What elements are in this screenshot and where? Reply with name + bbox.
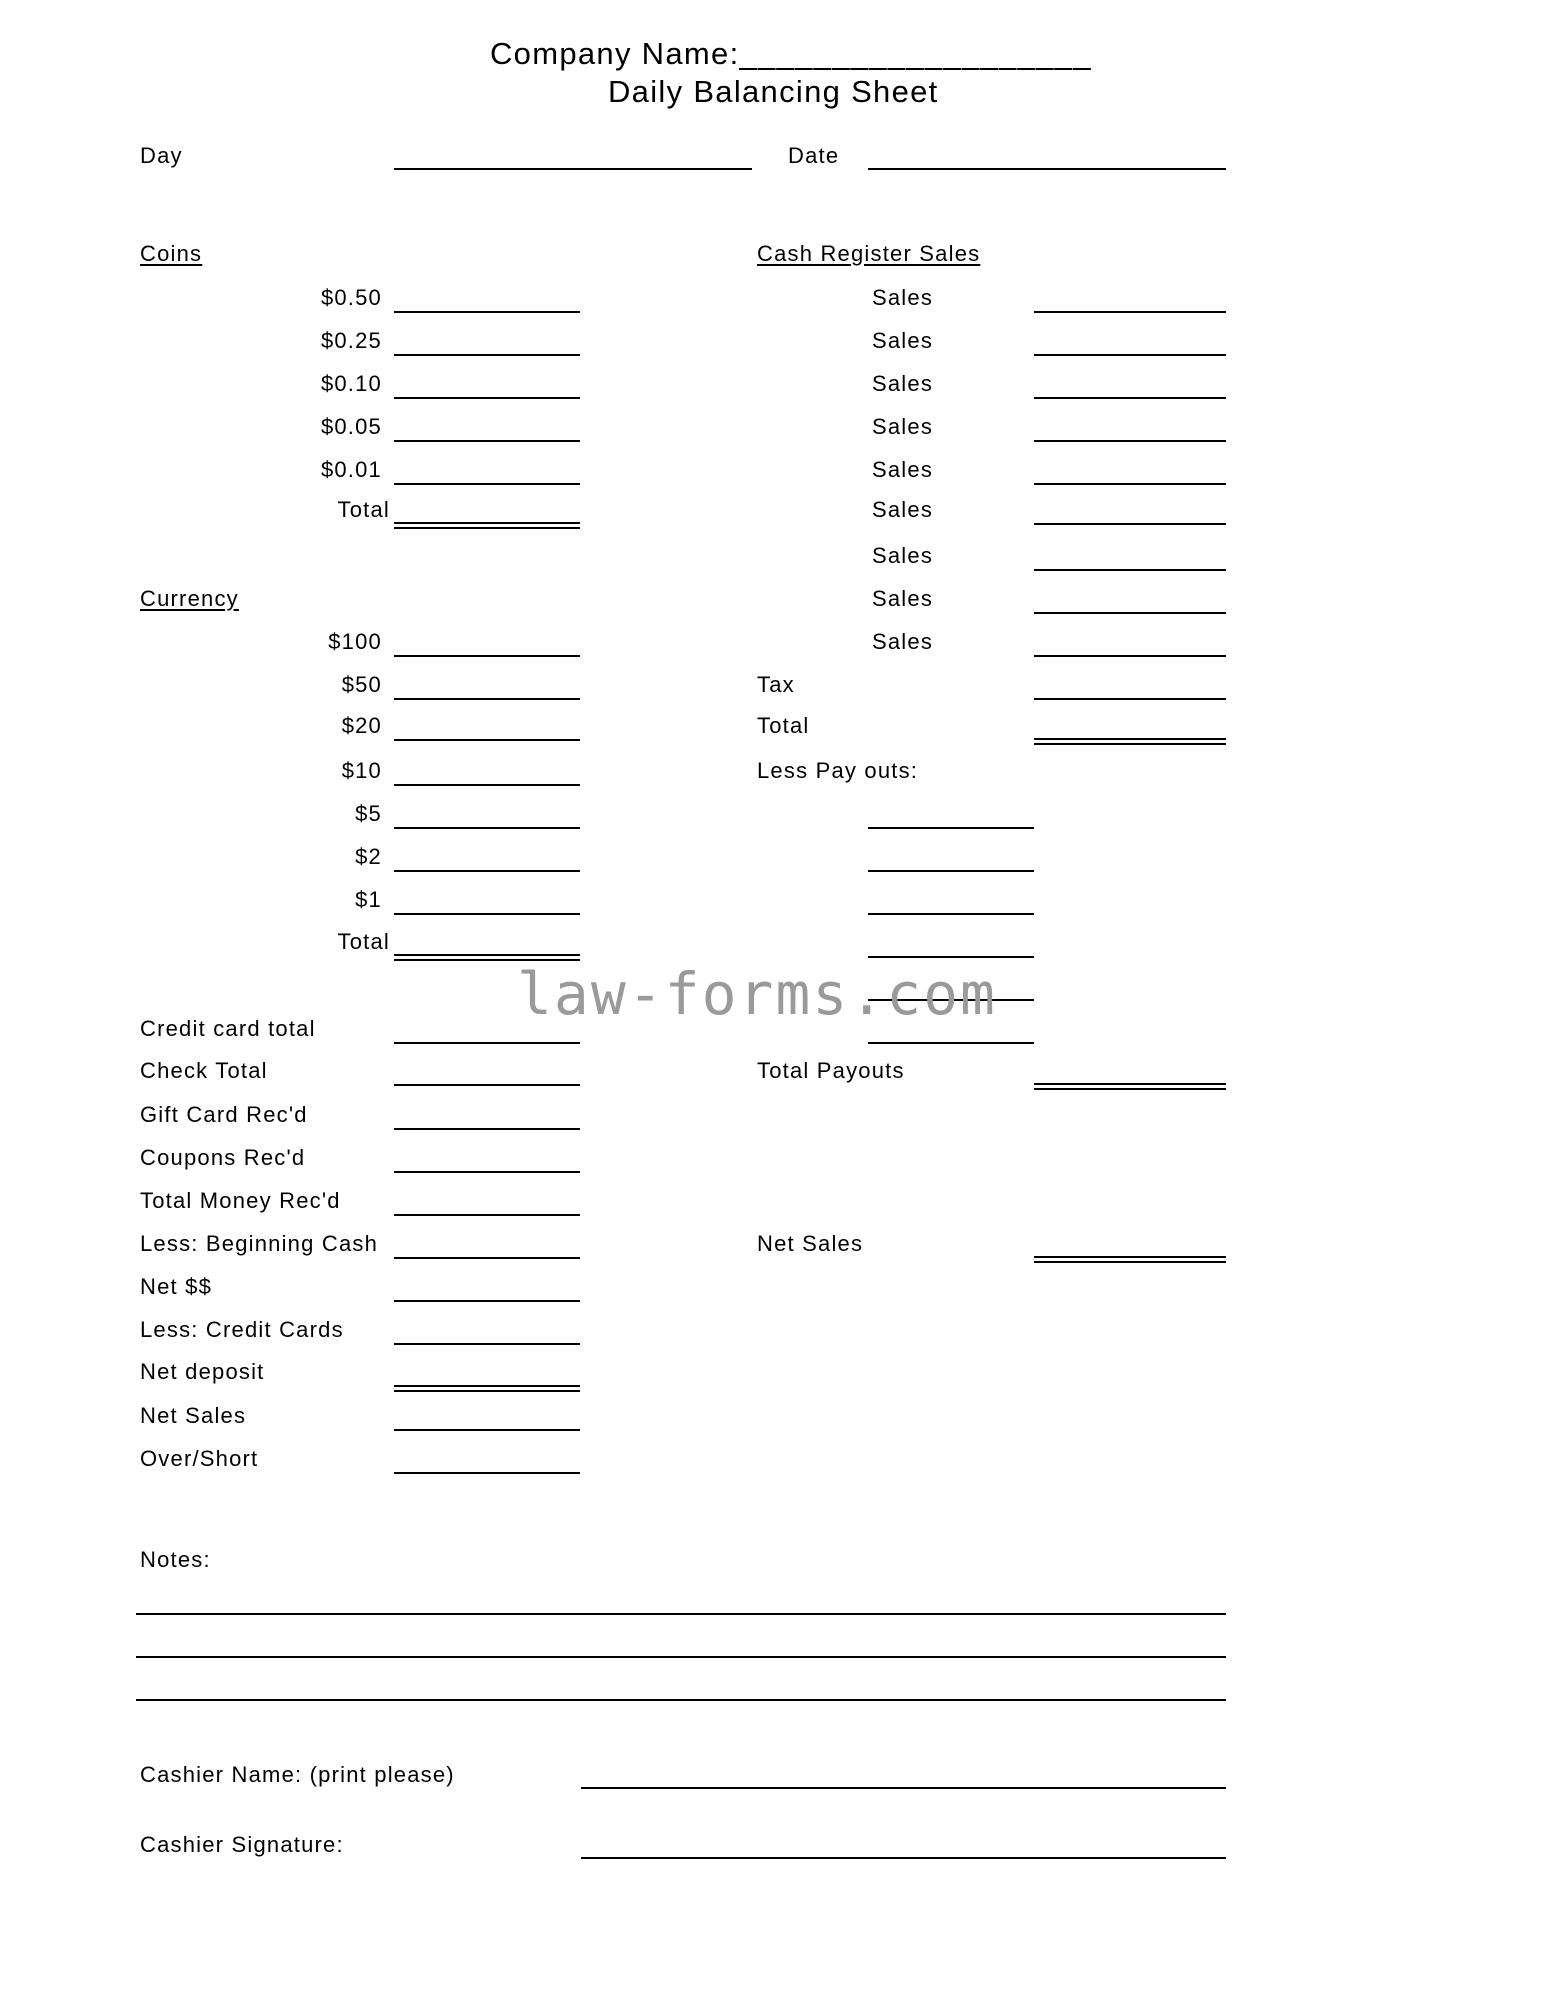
sales-label: Sales: [872, 543, 934, 568]
currency-denomination-label: $20: [341, 713, 382, 738]
register-heading: Cash Register Sales: [757, 241, 981, 266]
coin-denomination-label: $0.01: [320, 457, 382, 482]
date-field[interactable]: [868, 168, 1226, 170]
summary-amount-field[interactable]: [394, 1472, 580, 1474]
summary-label: Gift Card Rec'd: [140, 1102, 308, 1127]
payout-field[interactable]: [868, 1042, 1034, 1044]
summary-amount-field[interactable]: [394, 1128, 580, 1130]
summary-label: Less: Credit Cards: [140, 1317, 344, 1342]
coin-amount-field[interactable]: [394, 483, 580, 485]
sales-label: Sales: [872, 285, 934, 310]
payout-field[interactable]: [868, 913, 1034, 915]
register-net-sales-label: Net Sales: [757, 1231, 864, 1256]
day-field[interactable]: [394, 168, 752, 170]
watermark: law-forms.com: [517, 960, 997, 1028]
summary-label: Over/Short: [140, 1446, 259, 1471]
coin-amount-field[interactable]: [394, 397, 580, 399]
sales-amount-field[interactable]: [1034, 483, 1226, 485]
coin-amount-field[interactable]: [394, 440, 580, 442]
sales-label: Sales: [872, 629, 934, 654]
currency-amount-field[interactable]: [394, 698, 580, 700]
coin-denomination-label: $0.25: [320, 328, 382, 353]
less-payouts-label: Less Pay outs:: [757, 758, 919, 783]
coins-heading: Coins: [140, 241, 203, 266]
day-label: Day: [140, 143, 183, 168]
currency-total-label: Total: [337, 929, 390, 954]
notes-label: Notes:: [140, 1547, 211, 1572]
coin-amount-field[interactable]: [394, 311, 580, 313]
sales-label: Sales: [872, 371, 934, 396]
summary-label: Net deposit: [140, 1359, 265, 1384]
sheet-title: Daily Balancing Sheet: [608, 74, 939, 109]
cashier-name-field[interactable]: [581, 1787, 1226, 1789]
date-label: Date: [788, 143, 840, 168]
notes-line[interactable]: [136, 1656, 1226, 1658]
sales-label: Sales: [872, 414, 934, 439]
sales-amount-field[interactable]: [1034, 354, 1226, 356]
register-total-field[interactable]: [1034, 738, 1226, 745]
cashier-signature-field[interactable]: [581, 1857, 1226, 1859]
summary-label: Net $$: [140, 1274, 213, 1299]
cashier-name-label: Cashier Name: (print please): [140, 1762, 455, 1787]
summary-amount-field[interactable]: [394, 1257, 580, 1259]
sales-label: Sales: [872, 586, 934, 611]
sales-amount-field[interactable]: [1034, 655, 1226, 657]
currency-denomination-label: $50: [341, 672, 382, 697]
total-payouts-label: Total Payouts: [757, 1058, 905, 1083]
cashier-signature-label: Cashier Signature:: [140, 1832, 344, 1857]
sales-label: Sales: [872, 457, 934, 482]
summary-amount-field[interactable]: [394, 1214, 580, 1216]
summary-label: Less: Beginning Cash: [140, 1231, 379, 1256]
sales-amount-field[interactable]: [1034, 569, 1226, 571]
currency-denomination-label: $100: [328, 629, 382, 654]
currency-amount-field[interactable]: [394, 913, 580, 915]
notes-line[interactable]: [136, 1699, 1226, 1701]
summary-amount-field[interactable]: [394, 1042, 580, 1044]
sales-amount-field[interactable]: [1034, 440, 1226, 442]
summary-amount-field[interactable]: [394, 1171, 580, 1173]
notes-line[interactable]: [136, 1613, 1226, 1615]
summary-amount-field[interactable]: [394, 1300, 580, 1302]
sales-label: Sales: [872, 497, 934, 522]
currency-denomination-label: $2: [355, 844, 382, 869]
sales-amount-field[interactable]: [1034, 397, 1226, 399]
summary-amount-field[interactable]: [394, 1084, 580, 1086]
tax-field[interactable]: [1034, 698, 1226, 700]
sales-amount-field[interactable]: [1034, 311, 1226, 313]
payout-field[interactable]: [868, 827, 1034, 829]
currency-denomination-label: $10: [341, 758, 382, 783]
currency-denomination-label: $5: [355, 801, 382, 826]
summary-label: Check Total: [140, 1058, 268, 1083]
currency-denomination-label: $1: [355, 887, 382, 912]
payout-field[interactable]: [868, 870, 1034, 872]
coins-total-field[interactable]: [394, 522, 580, 529]
currency-amount-field[interactable]: [394, 655, 580, 657]
sales-amount-field[interactable]: [1034, 612, 1226, 614]
coin-amount-field[interactable]: [394, 354, 580, 356]
payout-field[interactable]: [868, 956, 1034, 958]
currency-amount-field[interactable]: [394, 784, 580, 786]
coin-denomination-label: $0.50: [320, 285, 382, 310]
summary-label: Coupons Rec'd: [140, 1145, 306, 1170]
coins-total-label: Total: [337, 497, 390, 522]
sales-label: Sales: [872, 328, 934, 353]
company-name-heading: Company Name:___________________: [490, 36, 1092, 71]
summary-label: Net Sales: [140, 1403, 247, 1428]
currency-amount-field[interactable]: [394, 870, 580, 872]
register-net-sales-field[interactable]: [1034, 1256, 1226, 1263]
currency-heading: Currency: [140, 586, 239, 611]
currency-amount-field[interactable]: [394, 739, 580, 741]
sales-amount-field[interactable]: [1034, 523, 1226, 525]
coin-denomination-label: $0.10: [320, 371, 382, 396]
summary-label: Credit card total: [140, 1016, 316, 1041]
coin-denomination-label: $0.05: [320, 414, 382, 439]
register-total-label: Total: [757, 713, 810, 738]
summary-label: Total Money Rec'd: [140, 1188, 341, 1213]
summary-amount-field[interactable]: [394, 1385, 580, 1392]
tax-label: Tax: [757, 672, 795, 697]
currency-amount-field[interactable]: [394, 827, 580, 829]
summary-amount-field[interactable]: [394, 1343, 580, 1345]
total-payouts-field[interactable]: [1034, 1083, 1226, 1090]
summary-amount-field[interactable]: [394, 1429, 580, 1431]
